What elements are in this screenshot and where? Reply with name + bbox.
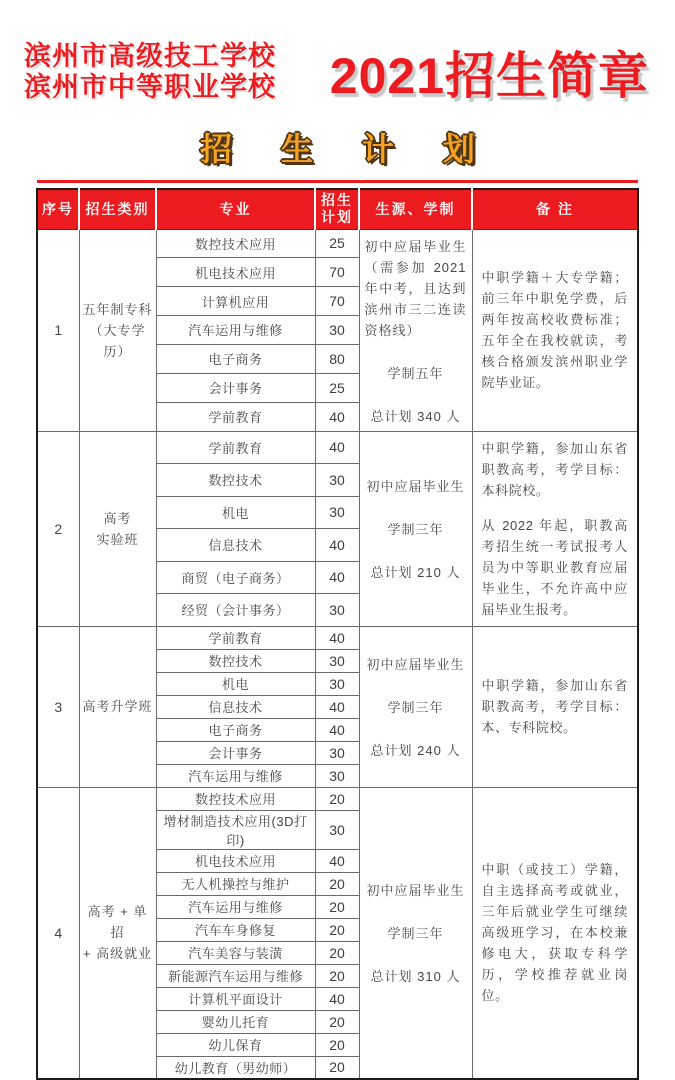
table-body [37,229,638,1079]
major-plan: 20 [315,941,359,964]
major-name: 机电技术应用 [156,849,315,872]
major-name: 信息技术 [156,529,315,562]
major-plan: 30 [315,810,359,849]
col-header-remark: 备 注 [472,189,638,229]
major-plan: 20 [315,1056,359,1079]
major-name: 商贸（电子商务） [156,561,315,594]
section-2-no: 2 [37,431,79,626]
major-name: 数控技术 [156,649,315,672]
major-plan: 40 [315,718,359,741]
major-plan: 30 [315,649,359,672]
major-plan: 40 [315,849,359,872]
major-plan: 20 [315,787,359,810]
source-total: 总计划 240 人 [370,743,461,758]
source-intro: 初中应届毕业生 [366,479,465,494]
major-name: 数控技术应用 [156,787,315,810]
remark-paragraph: 从 2022 年起，职教高考招生统一考试报考人员为中等职业教育应届毕业生，不允许高中应届毕业生报考。 [481,517,628,617]
masthead [0,0,675,108]
major-name: 信息技术 [156,695,315,718]
major-plan: 40 [315,987,359,1010]
category-line: 实验班 [96,531,139,547]
major-name: 电子商务 [156,718,315,741]
section-3-no: 3 [37,626,79,787]
major-name: 机电技术应用 [156,258,315,287]
major-name: 学前教育 [156,431,315,464]
section-4-no: 4 [37,787,79,1079]
category-line: 高考升学班 [82,699,153,714]
source-term: 学制三年 [387,926,444,942]
section-4-remark [472,787,638,1079]
section-4-category [79,787,156,1079]
source-term: 学制三年 [387,700,444,715]
remark-paragraph: 中职学籍，参加山东省职教高考，考学目标：本、专科院校。 [481,678,628,735]
category-line: + 高级就业 [82,946,153,962]
section-1-category [79,229,156,431]
major-plan: 70 [315,287,359,316]
major-name: 幼儿教育（男幼师） [156,1056,315,1079]
major-name: 无人机操控与维护 [156,872,315,895]
source-term: 学制三年 [387,522,444,537]
major-plan: 40 [315,431,359,464]
col-header-category: 招生类别 [79,189,156,229]
major-plan: 25 [315,373,359,402]
major-name: 机电 [156,672,315,695]
remark-paragraph: 中职学籍，参加山东省职教高考，考学目标：本科院校。 [481,440,628,498]
school-name-1: 滨州市高级技工学校 [24,41,276,71]
table-header [37,189,638,229]
major-plan: 40 [315,561,359,594]
major-plan: 25 [315,229,359,258]
page-title: 2021招生简章 [329,48,649,104]
major-plan: 40 [315,695,359,718]
major-name: 汽车运用与维修 [156,895,315,918]
major-plan: 40 [315,529,359,562]
header-row [37,189,638,229]
section-3-remark [472,626,638,787]
section-3-source [359,626,472,787]
major-name: 增材制造技术应用(3D打印) [156,810,315,849]
major-name: 幼儿保育 [156,1033,315,1056]
source-total: 总计划 210 人 [370,565,461,580]
major-name: 经贸（会计事务） [156,594,315,627]
section-1-remark [472,229,638,431]
major-name: 新能源汽车运用与维修 [156,964,315,987]
major-plan: 30 [315,496,359,529]
major-plan: 30 [315,464,359,497]
major-plan: 20 [315,964,359,987]
category-line: 五年制专科 [82,301,153,317]
section-3-category [79,626,156,787]
remark-paragraph: 中职（或技工）学籍，自主选择高考或就业，三年后就业学生可继续高级班学习，在本校兼修电大，获取专科学历，学校推荐就业岗位。 [481,862,628,1004]
major-name: 电子商务 [156,344,315,373]
source-term: 学制五年 [387,365,444,381]
major-name: 会计事务 [156,373,315,402]
major-plan: 20 [315,872,359,895]
major-name: 计算机应用 [156,287,315,316]
school-name-2: 滨州市中等职业学校 [24,72,276,102]
major-plan: 40 [315,402,359,431]
major-plan: 20 [315,1010,359,1033]
major-plan: 80 [315,344,359,373]
table-row [37,626,638,649]
major-name: 会计事务 [156,741,315,764]
source-intro: 初中应届毕业生（需参加 2021 年中考，且达到滨州市三二连读资格线） [364,238,467,338]
col-header-major: 专业 [156,189,315,229]
table-row [37,787,638,810]
category-line: （大专学历） [89,322,146,359]
category-line: 高考 [103,510,132,526]
category-line: 高考 + 单招 [87,904,148,941]
table-row [37,229,638,258]
school-names [24,41,276,103]
enrollment-plan-table [36,188,639,1080]
major-name: 汽车运用与维修 [156,764,315,787]
major-name: 汽车车身修复 [156,918,315,941]
col-header-no: 序号 [37,189,79,229]
remark-paragraph: 中职学籍＋大专学籍；前三年中职免学费，后两年按高校收费标准；五年全在我校就读，考核合格颁发滨州职业学院毕业证。 [481,270,628,390]
major-plan: 30 [315,316,359,345]
section-title: 招 生 计 划 [200,131,495,167]
major-name: 计算机平面设计 [156,987,315,1010]
table-row [37,431,638,464]
section-2-remark [472,431,638,626]
source-total: 总计划 310 人 [370,969,461,985]
source-intro: 初中应届毕业生 [366,657,465,672]
major-name: 数控技术 [156,464,315,497]
major-name: 学前教育 [156,626,315,649]
source-intro: 初中应届毕业生 [366,883,465,899]
major-plan: 70 [315,258,359,287]
major-plan: 40 [315,626,359,649]
section-1-source [359,229,472,431]
col-header-plan: 招生计划 [315,189,359,229]
major-plan: 30 [315,672,359,695]
major-name: 学前教育 [156,402,315,431]
section-4-source [359,787,472,1079]
section-1-no: 1 [37,229,79,431]
major-plan: 30 [315,764,359,787]
major-name: 汽车美容与装潢 [156,941,315,964]
col-header-source: 生源、学制 [359,189,472,229]
red-divider [37,180,638,183]
major-name: 婴幼儿托育 [156,1010,315,1033]
major-plan: 30 [315,741,359,764]
major-plan: 20 [315,1033,359,1056]
major-plan: 30 [315,594,359,627]
major-name: 机电 [156,496,315,529]
major-plan: 20 [315,918,359,941]
section-2-category [79,431,156,626]
major-name: 汽车运用与维修 [156,316,315,345]
major-name: 数控技术应用 [156,229,315,258]
major-plan: 20 [315,895,359,918]
source-total: 总计划 340 人 [370,408,461,424]
section-2-source [359,431,472,626]
